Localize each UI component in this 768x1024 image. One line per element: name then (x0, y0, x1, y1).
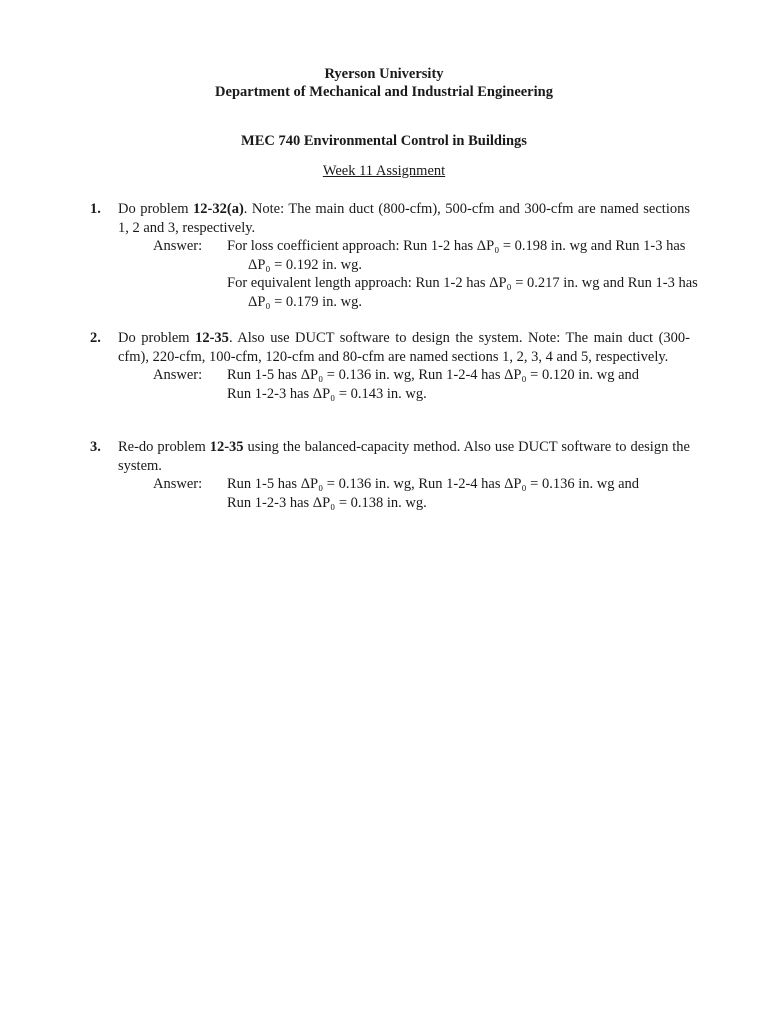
problem-number: 3. (90, 439, 101, 455)
department-name: Department of Mechanical and Industrial Engineering (215, 84, 553, 100)
problem-1 (90, 200, 698, 311)
answer-line: For equivalent length approach: Run 1-2 has ΔP₀ = 0.217 in. wg and Run 1-3 has (227, 275, 698, 291)
answer-line: ΔP₀ = 0.192 in. wg. (248, 256, 362, 273)
answer-line: Run 1-2-3 has ΔP₀ = 0.143 in. wg. (227, 385, 427, 402)
problem-lead: Re-do problem (118, 439, 210, 455)
answer-row (90, 385, 690, 404)
answer-line: Run 1-5 has ΔP₀ = 0.136 in. wg, Run 1-2-4 has ΔP₀ = 0.120 in. wg and (227, 367, 640, 383)
problem-statement (118, 329, 690, 366)
answer-label: Answer: (153, 238, 203, 254)
problem-lead: Do problem (118, 201, 194, 217)
answer-line: Run 1-2-3 has ΔP₀ = 0.138 in. wg. (227, 494, 427, 511)
assignment-title-container (0, 163, 768, 180)
answer-line: ΔP₀ = 0.179 in. wg. (248, 293, 362, 310)
answer-line: For loss coefficient approach: Run 1-2 has ΔP₀ = 0.198 in. wg and Run 1-3 has (227, 238, 686, 254)
problem-statement (118, 200, 690, 237)
problem-2 (90, 329, 690, 403)
answer-row (90, 237, 690, 256)
answer-label: Answer: (153, 367, 203, 383)
problem-reference: 12-35 (195, 330, 229, 346)
problem-lead: Do problem (118, 330, 196, 346)
answer-line: Run 1-5 has ΔP₀ = 0.136 in. wg, Run 1-2-4 has ΔP₀ = 0.136 in. wg and (227, 476, 640, 492)
problem-reference: 12-35 (209, 439, 244, 455)
answer-row (90, 475, 690, 494)
answer-row (90, 293, 690, 312)
answer-row (90, 494, 690, 513)
answer-label: Answer: (153, 476, 203, 492)
problem-statement (118, 438, 690, 475)
problem-text: using the balanced-capacity method. Also use DUCT software to design the system. (118, 439, 690, 474)
problem-text: . Also use DUCT software to design the system. Note: The main duct (300-cfm), 220-cfm, 100-cfm, 120-cfm and 80-cfm are named sections 1, 2, 3, 4 and 5, respectively. (118, 330, 690, 365)
problem-number: 1. (90, 201, 101, 217)
problem-number: 2. (90, 330, 101, 346)
answer-row (90, 256, 690, 275)
problem-reference: 12-32(a) (193, 201, 244, 217)
course-title: MEC 740 Environmental Control in Buildings (241, 133, 527, 149)
problem-text: . Note: The main duct (800-cfm), 500-cfm and 300-cfm are named sections 1, 2 and 3, respectively. (118, 201, 690, 236)
assignment-title: Week 11 Assignment (322, 163, 446, 179)
answer-row (90, 274, 698, 293)
university-name: Ryerson University (324, 66, 444, 82)
problem-3 (90, 438, 690, 512)
answer-row (90, 366, 690, 385)
